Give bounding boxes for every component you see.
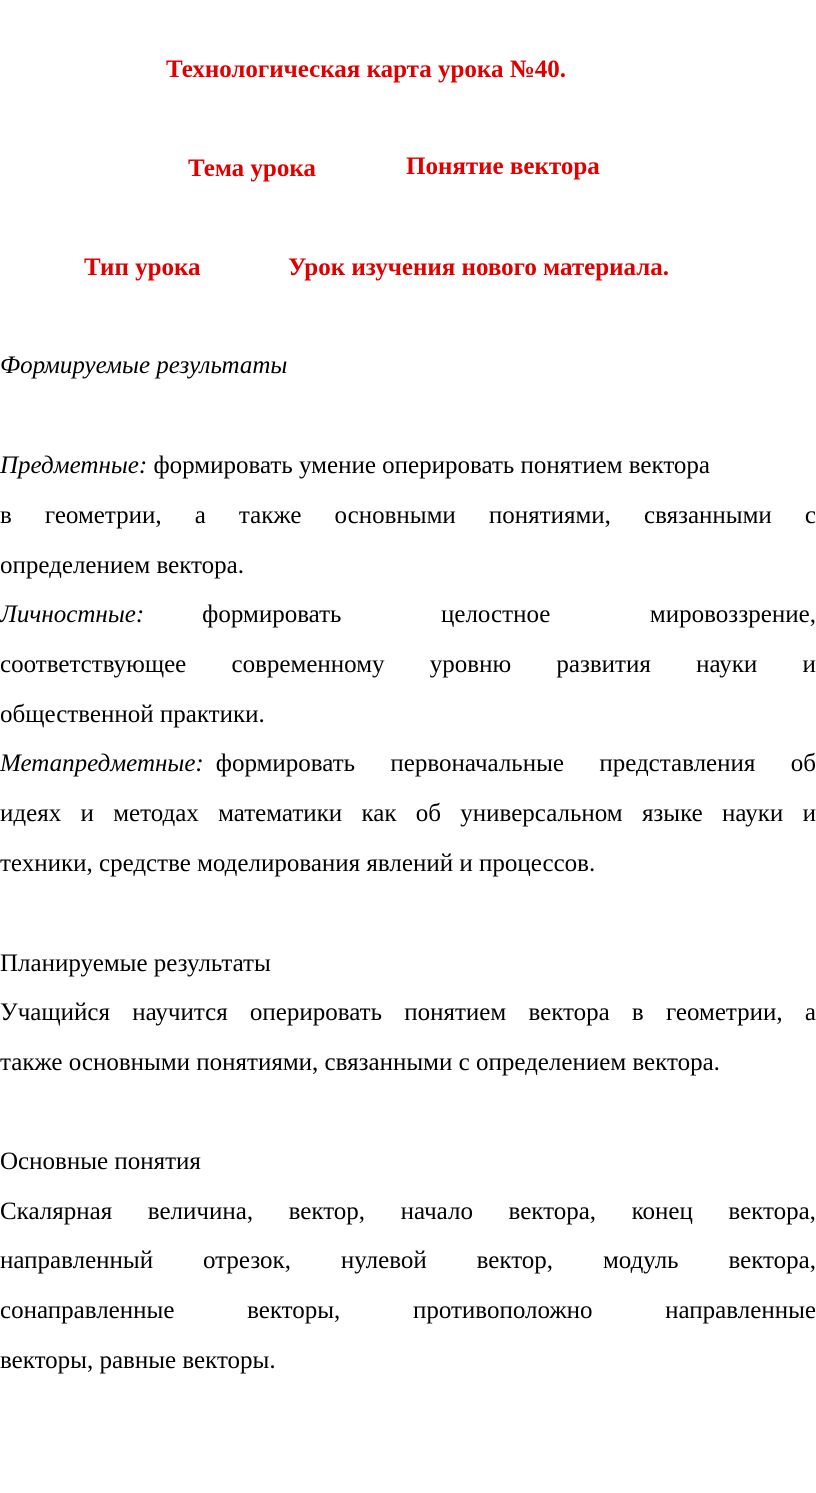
word: вектора — [528, 999, 610, 1026]
word: конец — [631, 1198, 693, 1225]
subject-results-line-2 — [0, 503, 816, 528]
results-heading: Формируемые результаты — [0, 352, 288, 379]
word: векторы, — [247, 1297, 341, 1324]
word: универсальном — [460, 800, 623, 827]
word: модуль — [602, 1247, 679, 1274]
meta-results-text — [216, 751, 816, 776]
word: формировать — [215, 750, 356, 777]
word: оперировать — [249, 999, 383, 1026]
word: Учащийся — [0, 999, 110, 1026]
word: об — [415, 800, 441, 827]
concepts-line-2 — [0, 1248, 816, 1273]
word: представления — [599, 750, 756, 777]
word: уровню — [429, 651, 512, 678]
word: понятием — [404, 999, 507, 1026]
word: математики — [218, 800, 343, 827]
meta-results-label: Метапредметные: — [0, 750, 204, 777]
concepts-line-4: векторы, равные векторы. — [0, 1347, 276, 1374]
topic-value: Понятие вектора — [406, 153, 600, 180]
planned-heading: Планируемые результаты — [0, 950, 271, 977]
word: направленный — [0, 1247, 154, 1274]
word: первоначальные — [390, 750, 564, 777]
word: современному — [231, 651, 385, 678]
word: вектора, — [508, 1198, 597, 1225]
word: языке — [641, 800, 703, 827]
word: также — [238, 502, 302, 529]
word: формировать — [202, 601, 342, 628]
word: вектор, — [476, 1247, 554, 1274]
personal-results-line-2 — [0, 652, 816, 677]
word: и — [802, 651, 816, 678]
word: научится — [132, 999, 228, 1026]
word: и — [80, 800, 94, 827]
word: науки — [722, 800, 784, 827]
word: связанными — [644, 502, 772, 529]
planned-line-2: также основными понятиями, связанными с определением вектора. — [0, 1049, 720, 1076]
word: идеях — [0, 800, 62, 827]
personal-results-line-1 — [0, 602, 816, 627]
concepts-heading: Основные понятия — [0, 1148, 201, 1175]
subject-results-text: формировать умение оперировать понятием вектора — [153, 452, 711, 479]
word: соответствующее — [0, 651, 187, 678]
word: с — [804, 502, 816, 529]
word: и — [802, 800, 816, 827]
word: мировоззрение, — [649, 601, 816, 628]
meta-results-line-3: техники, средстве моделирования явлений и процессов. — [0, 850, 596, 877]
word: величина, — [147, 1198, 254, 1225]
word: вектор, — [288, 1198, 366, 1225]
personal-results-text — [202, 602, 816, 627]
word: Скалярная — [0, 1198, 113, 1225]
word: об — [790, 750, 816, 777]
word: в — [631, 999, 644, 1026]
planned-line-1 — [0, 1000, 816, 1025]
word: начало — [400, 1198, 473, 1225]
personal-results-line-3: общественной практики. — [0, 701, 265, 728]
word: противоположно — [412, 1297, 593, 1324]
word: вектора, — [728, 1247, 816, 1274]
word: вектора, — [728, 1198, 816, 1225]
word: целостное — [440, 601, 551, 628]
word: направленные — [665, 1297, 816, 1324]
word: в — [0, 502, 12, 529]
word: а — [194, 502, 206, 529]
word: отрезок, — [203, 1247, 291, 1274]
lesson-type-label: Тип урока — [84, 254, 201, 281]
personal-results-label: Личностные: — [0, 601, 145, 628]
word: геометрии, — [665, 999, 783, 1026]
subject-results-line-3: определением вектора. — [0, 552, 244, 579]
word: развития — [556, 651, 651, 678]
word: как — [361, 800, 397, 827]
word: основными — [334, 502, 456, 529]
word: сонаправленные — [0, 1297, 175, 1324]
word: науки — [696, 651, 758, 678]
page-title: Технологическая карта урока №40. — [166, 56, 567, 83]
subject-results-line-1 — [0, 453, 710, 478]
word: геометрии, — [44, 502, 162, 529]
meta-results-line-1 — [0, 751, 816, 776]
word: нулевой — [340, 1247, 427, 1274]
word: понятиями, — [488, 502, 611, 529]
concepts-line-1 — [0, 1199, 816, 1224]
lesson-type-value: Урок изучения нового материала. — [288, 254, 670, 281]
concepts-line-3 — [0, 1298, 816, 1323]
subject-results-label: Предметные: — [0, 452, 148, 479]
word: методах — [113, 800, 199, 827]
word: а — [804, 999, 816, 1026]
topic-label: Тема урока — [188, 155, 316, 182]
meta-results-line-2 — [0, 801, 816, 826]
